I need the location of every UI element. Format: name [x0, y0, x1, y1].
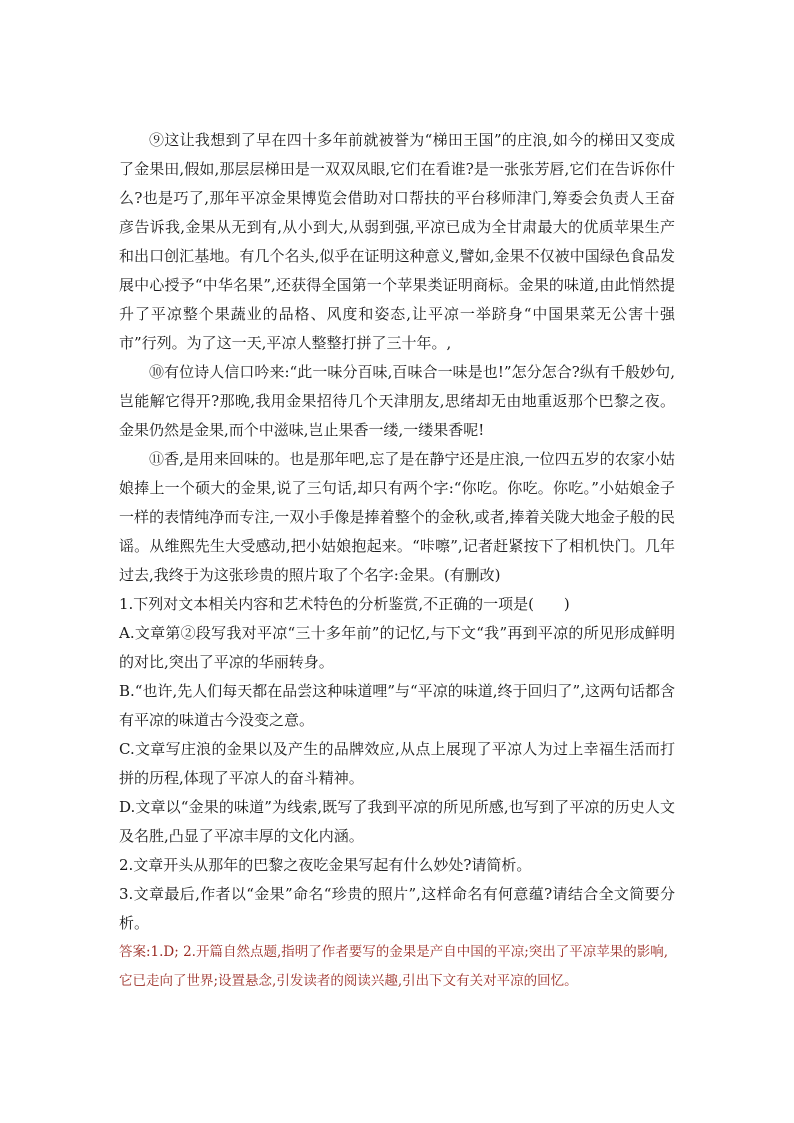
answer-text: 答案:1.D; 2.开篇自然点题,指明了作者要写的金果是产自中国的平凉;突出了平凉苹果的影响,它已走向了世界;设置悬念,引发读者的阅读兴趣,引出下文有关对平凉的回忆。	[119, 944, 669, 989]
question-1-option-a: A.文章第②段写我对平凉“三十多年前”的记忆,与下文“我”再到平凉的所见形成鲜明的对比,突出了平凉的华丽转身。	[119, 624, 675, 671]
paragraph-9: ⑨这让我想到了早在四十多年前就被誉为“梯田王国”的庄浪,如今的梯田又变成了金果田,假如,那层层梯田是一双双凤眼,它们在看谁?是一张张芳唇,它们在告诉你什么?也是巧了,那年平凉金果博览会借助对口帮扶的平台移师津门,筹委会负责人王奋彦告诉我,金果从无到有,从小到大,从弱到强,平凉已成为全甘肃最大的优质苹果生产和出口创汇基地。有几个名头,似乎在证明这种意义,譬如,金果不仅被中国绿色食品发展中心授予“中华名果”,还获得全国第一个苹果类证明商标。金果的味道,由此悄然提升了平凉整个果蔬业的品格、风度和姿态,让平凉一举跻身“中国果菜无公害十强市”行列。为了这一天,平凉人整整打拼了三十年。,	[119, 131, 675, 352]
question-3: 3.文章最后,作者以“金果”命名“珍贵的照片”,这样命名有何意蕴?请结合全文简要分析。	[119, 885, 675, 932]
question-1-option-c: C.文章写庄浪的金果以及产生的品牌效应,从点上展现了平凉人为过上幸福生活而打拼的历程,体现了平凉人的奋斗精神。	[119, 740, 675, 787]
paragraph-11: ⑪香,是用来回味的。也是那年吧,忘了是在静宁还是庄浪,一位四五岁的农家小姑娘捧上一个硕大的金果,说了三句话,却只有两个字:“你吃。你吃。你吃。”小姑娘金子一样的表情纯净而专注,一双小手像是捧着整个的金秋,或者,捧着关陇大地金子般的民谣。从维熙先生大受感动,把小姑娘抱起来。“咔嚓”,记者赶紧按下了相机快门。几年过去,我终于为这张珍贵的照片取了个名字:金果。(有删改)	[119, 450, 675, 584]
question-1-option-b: B.“也许,先人们每天都在品尝这种味道哩”与“平凉的味道,终于回归了”,这两句话都含有平凉的味道古今没变之意。	[119, 682, 675, 729]
document-body	[119, 126, 675, 996]
question-1-stem: 1.下列对文本相关内容和艺术特色的分析鉴赏,不正确的一项是( )	[119, 595, 570, 613]
question-2: 2.文章开头从那年的巴黎之夜吃金果写起有什么妙处?请简析。	[119, 856, 532, 874]
question-1-option-d: D.文章以“金果的味道”为线索,既写了我到平凉的所见所感,也写到了平凉的历史人文及名胜,凸显了平凉丰厚的文化内涵。	[119, 798, 675, 845]
paragraph-10: ⑩有位诗人信口吟来:“此一味分百味,百味合一味是也!”怎分怎合?纵有千般妙句,岂能解它得开?那晚,我用金果招待几个天津朋友,思绪却无由地重返那个巴黎之夜。金果仍然是金果,而个中滋味,岂止果香一缕,一缕果香呢!	[119, 363, 675, 439]
